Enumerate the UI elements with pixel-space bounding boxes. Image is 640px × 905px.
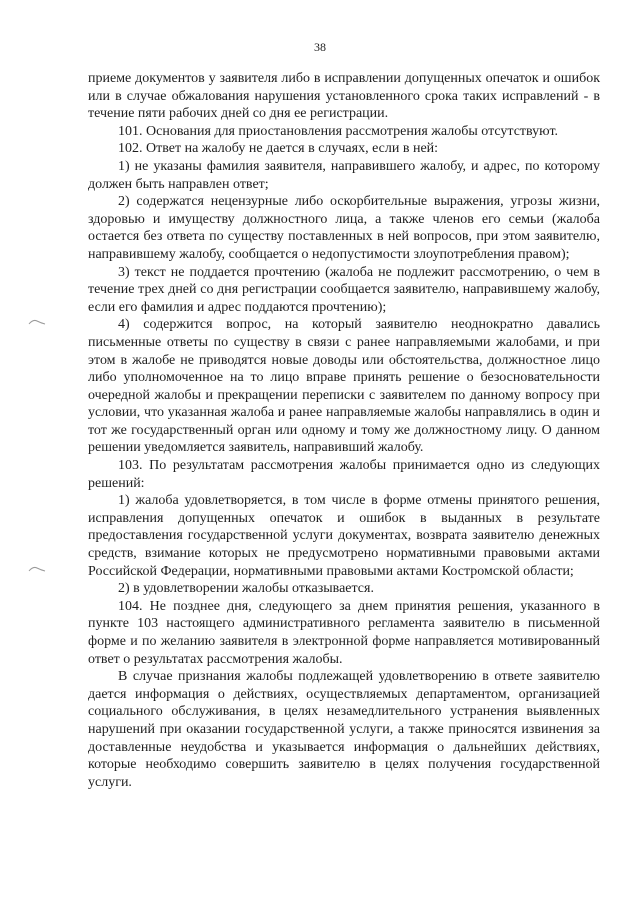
paragraph-103-item-2: 2) в удовлетворении жалобы отказывается.: [118, 581, 374, 597]
paragraph-continuation: приеме документов у заявителя либо в исправлении допущенных опечаток и ошибок или в случае обжалования нарушения установленного срока таких исправлений - в течение пяти рабочих дней со дня ее регистрации.: [88, 71, 600, 122]
paragraph-102-item-4: 4) содержится вопрос, на который заявителю неоднократно давались письменные ответы по существу в связи с ранее направляемыми жалобами, и при этом в жалобе не приводятся новые доводы или обстоятельства, должностное лицо либо уполномоченное на то лицо вправе принять решение о безосновательности очередной жалобы и прекращении переписки с заявителем по данному вопросу при условии, что указанная жалоба и ранее направляемые жалобы направлялись в один и тот же государственный орган или одному и тому же должностному лицу. О данном решении уведомляется заявитель, направивший жалобу.: [88, 317, 600, 456]
scan-margin-mark: [28, 565, 46, 573]
paragraph-104-continuation: В случае признания жалобы подлежащей удовлетворению в ответе заявителю дается информация о действиях, осуществляемых департаментом, организацией социального обслуживания, в целях незамедлительного устранения выявленных нарушений при оказании государственной услуги, а также приносятся извинения за доставленные неудобства и указывается информация о дальнейших действиях, которые необходимо совершить заявителю в целях получения государственной услуги.: [88, 669, 600, 790]
paragraph-101: 101. Основания для приостановления рассмотрения жалобы отсутствуют.: [118, 123, 559, 139]
paragraph-102-item-2: 2) содержатся нецензурные либо оскорбительные выражения, угрозы жизни, здоровью и имуществу должностного лица, а также членов его семьи (жалоба остается без ответа по существу поставленных в ней вопросов, при этом заявителю, направившему жалобу, сообщается о недопустимости злоупотребления правом);: [88, 194, 600, 262]
paragraph-102-item-1: 1) не указаны фамилия заявителя, направившего жалобу, и адрес, по которому должен быть направлен ответ;: [88, 158, 600, 192]
document-body: [88, 70, 600, 791]
paragraph-103-item-1: 1) жалоба удовлетворяется, в том числе в форме отмены принятого решения, исправления допущенных опечаток и ошибок в выданных в результате предоставления государственной услуги документах, возврата заявителю денежных средств, взимание которых не предусмотрено нормативными правовыми актами Российской Федерации, нормативными правовыми актами Костромской области;: [88, 493, 600, 579]
page-number: 38: [314, 40, 326, 54]
paragraph-104: 104. Не позднее дня, следующего за днем принятия решения, указанного в пункте 103 настоящего административного регламента заявителю в письменной форме и по желанию заявителя в электронной форме направляется мотивированный ответ о результатах рассмотрения жалобы.: [88, 598, 600, 667]
paragraph-102-item-3: 3) текст не поддается прочтению (жалоба не подлежит рассмотрению, о чем в течение трех дней со дня регистрации сообщается заявителю, направившему жалобу, если его фамилия и адрес поддаются прочтению);: [88, 264, 600, 315]
paragraph-102: 102. Ответ на жалобу не дается в случаях, если в ней:: [118, 141, 439, 157]
scan-margin-mark: [28, 318, 46, 326]
paragraph-103: 103. По результатам рассмотрения жалобы принимается одно из следующих решений:: [88, 458, 600, 491]
